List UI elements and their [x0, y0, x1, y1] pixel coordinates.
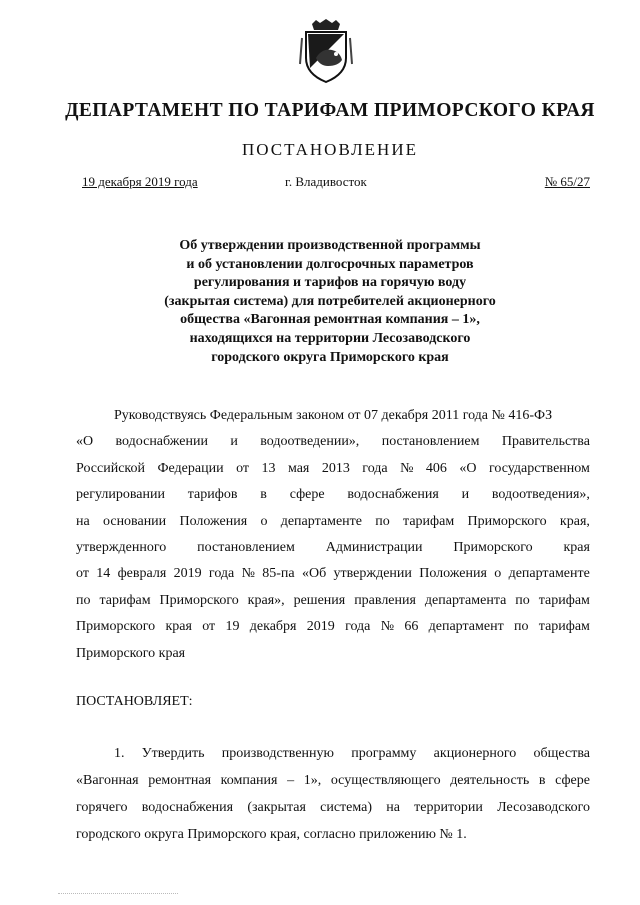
item-1-line [76, 740, 590, 767]
word: от [202, 619, 216, 635]
word: тарифам [99, 592, 151, 608]
subject-line: находящихся на территории Лесозаводского [189, 330, 471, 346]
word: государственном [488, 460, 590, 476]
word: о [260, 513, 268, 529]
word: февраля [117, 566, 167, 582]
word: 2019 [306, 619, 335, 635]
word: 66 [404, 619, 419, 635]
page-footer-mark [58, 893, 178, 898]
word: тарифам [538, 592, 590, 608]
word: сфере [555, 773, 590, 788]
word: департамента [424, 592, 507, 608]
word: департаменте [280, 513, 362, 529]
document-date: 19 декабря 2019 года [82, 174, 198, 189]
word: постановлением [381, 434, 480, 450]
word: Приморского [467, 513, 547, 529]
word: департаменте [508, 566, 590, 582]
word: постановлением [197, 540, 295, 556]
word: территории [414, 800, 483, 815]
word: по [76, 592, 91, 608]
word: на [76, 513, 90, 529]
department-title: ДЕПАРТАМЕНТ ПО ТАРИФАМ ПРИМОРСКОГО КРАЯ [65, 100, 595, 121]
word: Лесозаводского [497, 800, 590, 815]
word: края [165, 619, 192, 635]
item-1-paragraph [76, 740, 590, 848]
word: № [380, 619, 395, 635]
word: тарифам [403, 513, 455, 529]
word: 1. [114, 746, 125, 761]
word: ремонтная [148, 773, 212, 788]
word: по [375, 513, 390, 529]
word: о [494, 566, 502, 582]
preamble-line [76, 614, 590, 640]
subject-line: общества «Вагонная ремонтная компания – 1», [180, 312, 480, 328]
word: Приморского [76, 619, 156, 635]
word: Приморского [453, 540, 533, 556]
word: года [208, 566, 235, 582]
subject-line: регулирования и тарифов на горячую воду [193, 275, 467, 291]
word: общества [533, 746, 590, 761]
word: № [400, 460, 414, 476]
word: 2019 [173, 566, 202, 582]
coat-of-arms-icon [298, 18, 354, 84]
item-1-line [76, 767, 590, 794]
word: осуществляющего [330, 773, 441, 788]
word: «Об [301, 566, 327, 582]
word: Правительства [501, 434, 590, 450]
word: Утвердить [141, 746, 205, 761]
resolves-heading: ПОСТАНОВЛЯЕТ: [76, 694, 193, 709]
subject-line: Об утверждении производственной программы [179, 238, 481, 253]
document-number: № 65/27 [544, 174, 590, 189]
word: регулировании [76, 487, 165, 503]
word: горячего [76, 800, 128, 815]
subject-line: городского округа Приморского края [211, 349, 449, 365]
word: 2013 [321, 460, 350, 476]
word: на [386, 800, 400, 815]
word: от [76, 566, 89, 582]
word: производственную [221, 746, 334, 761]
word: водоснабжения [347, 487, 439, 503]
preamble-line [76, 456, 590, 482]
item-1-line [76, 794, 590, 821]
word: акционерного [433, 746, 517, 761]
word: Администрации [325, 540, 423, 556]
word: Положения [419, 566, 487, 582]
word: по [515, 592, 530, 608]
word: Федерации [157, 460, 224, 476]
word: водоотведении», [260, 434, 360, 450]
item-1-line: городского округа Приморского края, согласно приложению № 1. [76, 827, 467, 842]
word: тарифов [187, 487, 238, 503]
preamble-line: Руководствуясь Федеральным законом от 07 декабря 2011 года № 416-ФЗ [114, 408, 553, 423]
word: водоснабжении [115, 434, 208, 450]
word: 13 [261, 460, 276, 476]
word: по [513, 619, 529, 635]
document-type: ПОСТАНОВЛЕНИЕ [241, 140, 418, 159]
word: от [236, 460, 249, 476]
word: «О [459, 460, 477, 476]
word: 406 [425, 460, 447, 476]
word: правления [354, 592, 416, 608]
word: департамент [428, 619, 504, 635]
document-city: г. Владивосток [285, 174, 367, 189]
word: № [241, 566, 255, 582]
word: деятельность [450, 773, 530, 788]
word: года [345, 619, 371, 635]
word: 85-па [262, 566, 295, 582]
word: в [538, 773, 546, 788]
word: 19 [225, 619, 240, 635]
word: основании [103, 513, 167, 529]
word: водоотведения», [491, 487, 590, 503]
word: 14 [96, 566, 111, 582]
preamble-line [76, 535, 590, 561]
preamble-line [76, 429, 590, 455]
word: утверждении [333, 566, 412, 582]
word: программу [351, 746, 417, 761]
preamble-line [76, 509, 590, 535]
word: 1», [303, 773, 322, 788]
word: года [362, 460, 388, 476]
word: система) [320, 800, 373, 815]
word: края [563, 540, 590, 556]
subject-line: и об установлении долгосрочных параметров [186, 256, 474, 272]
word: утвержденного [76, 540, 167, 556]
word: Положения [179, 513, 248, 529]
word: Приморского [159, 592, 239, 608]
word: тарифам [538, 619, 590, 635]
word: мая [287, 460, 310, 476]
word: края, [559, 513, 590, 529]
word: и [461, 487, 470, 503]
preamble-line [76, 561, 590, 587]
preamble-paragraph [76, 403, 590, 667]
document-subject [120, 237, 540, 367]
word: «О [76, 434, 94, 450]
word: и [230, 434, 238, 450]
word: решения [293, 592, 346, 608]
word: – [287, 773, 295, 788]
word: водоснабжения [141, 800, 234, 815]
preamble-line: Приморского края [76, 645, 186, 661]
word: в [260, 487, 267, 503]
word: компания [220, 773, 278, 788]
word: сфере [289, 487, 325, 503]
word: «Вагонная [76, 773, 139, 788]
subject-line: (закрытая система) для потребителей акционерного [164, 293, 496, 309]
word: Российской [76, 460, 145, 476]
preamble-line [76, 588, 590, 614]
preamble-line [76, 482, 590, 508]
word: (закрытая [247, 800, 306, 815]
word: декабря [249, 619, 297, 635]
word: края», [247, 592, 285, 608]
